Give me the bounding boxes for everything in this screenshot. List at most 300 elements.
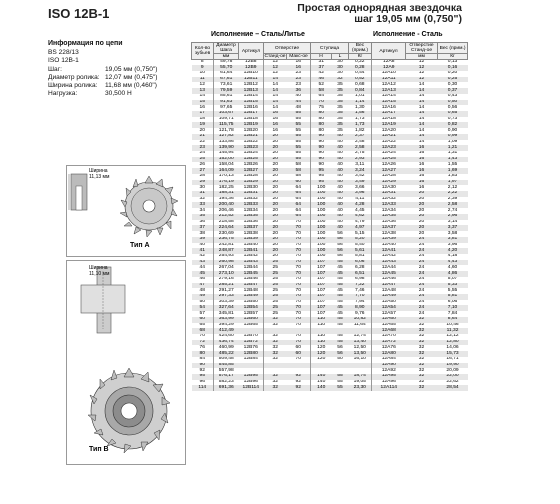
table-cell: 70 <box>295 356 301 362</box>
table-cell: 33 <box>192 202 214 208</box>
table-cell: 36 <box>287 88 311 94</box>
table-cell: 170,13 <box>214 174 239 180</box>
col-article-2: Артикул <box>372 43 406 60</box>
table-cell: 25 <box>264 260 287 266</box>
table-cell: 24 <box>418 242 425 247</box>
table-cell: 4,79 <box>355 219 365 225</box>
col-article: Артикул <box>239 43 264 60</box>
pitch-label: Шаг: <box>48 65 62 73</box>
table-cell: 3,66 <box>355 185 365 190</box>
table-cell: 25 <box>264 288 287 294</box>
table-cell: 24 <box>406 294 438 300</box>
table-cell: 28 <box>199 173 205 179</box>
table-cell: 70 <box>287 248 311 254</box>
table-cell: 12А23 <box>372 145 406 151</box>
table-cell: 80 <box>311 111 332 117</box>
roller-label: Диаметр ролика: <box>48 73 100 81</box>
table-cell: 242,81 <box>214 243 239 249</box>
table-cell: 80 <box>192 351 214 357</box>
document-title <box>297 3 462 25</box>
table-cell: 65 <box>199 322 205 328</box>
table-cell: 32 <box>264 317 287 323</box>
table-cell: 45 <box>332 305 349 311</box>
table-cell: 14 <box>406 100 438 106</box>
table-cell: 40 <box>337 173 343 179</box>
table-cell: 12А90 <box>372 363 406 369</box>
table-cell: 12А70 <box>372 334 406 340</box>
table-cell: 2,48 <box>355 139 365 145</box>
table-cell: 2,96 <box>438 214 468 220</box>
table-cell: 545,85 <box>214 363 239 369</box>
table-cell: 40 <box>332 168 349 174</box>
table-cell: 12А8 <box>372 60 406 66</box>
table-cell: 412,49 <box>214 328 239 334</box>
table-cell: 12В15 <box>239 100 264 106</box>
table-cell: 12В76 <box>243 345 258 350</box>
table-cell: 19,90 <box>438 363 468 369</box>
table-cell: 12,12 <box>446 334 459 339</box>
table-cell: 70 <box>295 299 301 305</box>
table-cell: 12В27 <box>239 168 264 174</box>
table-cell: 4,86 <box>438 271 468 277</box>
table-cell: 1,56 <box>349 111 372 117</box>
table-cell: 0,13 <box>447 59 458 65</box>
table-cell: 12В39 <box>239 237 264 243</box>
col-weight: Вес (прим.) <box>349 43 372 54</box>
table-cell: 68 <box>192 328 214 334</box>
table-cell: 20 <box>418 196 425 202</box>
table-cell: 20 <box>264 185 287 191</box>
table-cell: 12В30 <box>243 185 258 190</box>
table-cell: 107 <box>311 271 332 277</box>
table-cell: 110 <box>311 317 332 323</box>
table-cell: 12В29 <box>239 180 264 186</box>
table-cell: 0,84 <box>349 88 372 94</box>
table-cell: 1,55 <box>447 162 458 167</box>
table-cell: 14 <box>264 82 287 88</box>
table-cell: 56 <box>332 351 349 357</box>
table-cell: 60 <box>287 351 311 357</box>
table-cell: 12В10 <box>243 70 258 76</box>
table-cell: 16 <box>264 122 287 128</box>
table-row <box>192 385 468 391</box>
table-cell: 3,11 <box>355 162 365 167</box>
table-cell: 100 <box>311 248 332 254</box>
table-cell: 12А60 <box>372 317 406 323</box>
table-cell: 19 <box>192 122 214 128</box>
table-cell: 42 <box>311 71 332 77</box>
table-cell: 56 <box>337 242 343 247</box>
table-cell: 12В18 <box>243 116 258 122</box>
table-cell: 12В9 <box>239 65 264 71</box>
table-cell: 73,61 <box>214 82 239 88</box>
table-cell: 5,33 <box>438 283 468 289</box>
table-cell: 200,40 <box>214 202 239 208</box>
table-cell: 95 <box>192 374 214 380</box>
table-cell: 26 <box>199 162 205 167</box>
table-cell: 24 <box>406 260 438 266</box>
table-cell: 97,65 <box>214 105 239 111</box>
table-cell: 1,83 <box>447 173 458 179</box>
table-cell: 212,52 <box>214 214 239 220</box>
table-cell: 22,00 <box>438 374 468 380</box>
table-cell: 32 <box>418 345 425 350</box>
table-cell: 4,11 <box>355 196 365 202</box>
table-cell: 12А31 <box>372 191 406 197</box>
table-cell: 35 <box>192 214 214 220</box>
table-cell: 14 <box>418 116 425 122</box>
table-cell: 70 <box>295 322 301 328</box>
table-cell: 61,64 <box>214 71 239 77</box>
table-cell: 25 <box>192 157 214 163</box>
table-cell: 2,58 <box>349 145 372 151</box>
table-cell: 100 <box>311 243 332 249</box>
table-cell: 30 <box>199 185 205 190</box>
table-cell: 424,60 <box>214 334 239 340</box>
table-cell: 32 <box>406 374 438 380</box>
table-cell: 12В42 <box>243 253 258 259</box>
table-cell: 24 <box>199 151 205 156</box>
table-cell: 14 <box>264 94 287 100</box>
table-cell: 0,37 <box>438 88 468 94</box>
table-cell: 0,65 <box>438 111 468 117</box>
table-cell: 303,39 <box>214 300 239 306</box>
table-cell: 20 <box>264 157 287 163</box>
table-cell: 20 <box>264 162 287 168</box>
dim-width-value-a: 11,13 мм <box>89 174 110 180</box>
table-cell: 70 <box>287 237 311 243</box>
table-cell: 20 <box>264 231 287 237</box>
table-cell: 58 <box>295 162 301 167</box>
table-cell: 20 <box>264 225 287 231</box>
table-cell: 32 <box>418 356 425 362</box>
table-cell: 12В19 <box>239 122 264 128</box>
table-cell: 14 <box>199 93 205 99</box>
table-cell: 64 <box>287 202 311 208</box>
table-cell: 58 <box>295 173 301 179</box>
table-cell: 32 <box>264 340 287 346</box>
table-cell: 20 <box>264 191 287 197</box>
header-row-1 <box>192 43 468 54</box>
table-cell: 12В35 <box>239 214 264 220</box>
table-cell: 110 <box>311 340 332 346</box>
table-cell: 8 <box>200 59 204 65</box>
table-cell: 16 <box>264 128 287 134</box>
table-cell: 45 <box>337 276 343 282</box>
table-cell: 70 <box>295 253 301 259</box>
table-cell: 23 <box>192 145 214 151</box>
table-cell: 75 <box>311 105 332 111</box>
table-cell: 12 <box>418 70 425 76</box>
table-cell: 12В34 <box>243 208 258 213</box>
chain-width-row <box>48 82 193 90</box>
table-cell: 15,73 <box>438 351 468 357</box>
table-cell: 188,31 <box>214 191 239 197</box>
table-cell: 31 <box>192 191 214 197</box>
table-cell: 7,70 <box>349 294 372 300</box>
table-cell: 107 <box>311 305 332 311</box>
table-cell: 70 <box>295 242 301 247</box>
table-cell: 0,20 <box>447 70 458 76</box>
sprocket-type-b-drawing <box>67 261 187 466</box>
table-cell: 12А27 <box>372 168 406 174</box>
table-cell: 10,46 <box>446 322 459 328</box>
table-cell: 32 <box>418 379 425 385</box>
table-cell: 32 <box>418 322 425 328</box>
table-cell: 70 <box>287 225 311 231</box>
table-cell: 45 <box>337 265 343 270</box>
table-cell: 14 <box>406 122 438 128</box>
table-cell: 2,93 <box>349 157 372 163</box>
table-cell: 70 <box>311 100 332 106</box>
table-cell: 7,46 <box>355 288 365 293</box>
table-cell: 35 <box>337 116 343 122</box>
table-cell: 12А19 <box>372 122 406 128</box>
table-cell: 12А14 <box>372 94 406 100</box>
table-cell: 8,90 <box>349 305 372 311</box>
table-cell: 32 <box>264 345 287 351</box>
table-cell: 35 <box>332 100 349 106</box>
table-cell: 4,97 <box>349 225 372 231</box>
table-cell: 12,50 <box>353 345 366 350</box>
table-cell: 12А15 <box>372 100 406 106</box>
table-cell: 4,20 <box>438 248 468 254</box>
table-cell: 1,73 <box>349 122 372 128</box>
table-cell: 152,00 <box>214 157 239 163</box>
table-cell: 145,94 <box>214 151 239 157</box>
table-cell: 19,05 <box>353 379 366 385</box>
table-cell: 140 <box>311 374 332 380</box>
load-label: Нагрузка: <box>48 90 78 98</box>
table-cell: 12В13 <box>239 88 264 94</box>
table-cell: 11,64 <box>353 322 366 328</box>
table-cell: 120 <box>311 351 332 357</box>
table-cell: 40 <box>332 134 349 140</box>
table-group-titles <box>191 31 467 42</box>
table-cell: 291,27 <box>214 288 239 294</box>
table-cell: 40 <box>332 157 349 163</box>
table-cell: 32 <box>264 385 287 391</box>
table-cell: 12А49 <box>372 294 406 300</box>
table-cell: 76 <box>199 345 205 350</box>
table-cell: 57 <box>199 311 205 316</box>
col-weight-2: Вес (прим.) <box>438 43 468 54</box>
table-cell: 38 <box>199 231 205 236</box>
table-cell: 107 <box>311 288 332 294</box>
table-cell: 260,98 <box>214 260 239 266</box>
table-cell: 12А33 <box>372 202 406 208</box>
table-cell: 140 <box>311 385 332 391</box>
table-cell: 8,64 <box>438 317 468 323</box>
table-cell: 576,17 <box>214 374 239 380</box>
table-cell: 4,18 <box>447 253 458 259</box>
table-cell: 20 <box>406 225 438 231</box>
table-cell: 14 <box>406 111 438 117</box>
table-cell: 35 <box>337 93 343 99</box>
table-cell: 1,21 <box>438 145 468 151</box>
table-cell: 12А54 <box>372 305 406 311</box>
table-cell: 56 <box>337 345 343 350</box>
table-cell: 40 <box>337 196 343 202</box>
table-cell: 9 <box>192 65 214 71</box>
table-cell: 3,81 <box>438 237 468 243</box>
dim-width-label-a: Ширина <box>89 168 108 174</box>
table-cell: 14 <box>264 88 287 94</box>
table-cell: 46 <box>311 77 332 83</box>
table-cell: 14 <box>418 93 425 99</box>
table-cell: 12А28 <box>372 174 406 180</box>
table-cell: 32 <box>418 334 425 339</box>
table-cell: 164,09 <box>214 168 239 174</box>
table-cell: 25 <box>264 265 287 271</box>
table-cell: 70 <box>295 231 301 236</box>
table-cell: 12А10 <box>372 71 406 77</box>
table-cell: 2,75 <box>355 151 365 156</box>
table-cell: 12А21 <box>372 134 406 140</box>
table-cell: 3,14 <box>447 219 458 225</box>
table-cell: 92 <box>199 368 205 373</box>
table-cell: 0,52 <box>349 77 372 83</box>
table-cell: 70 <box>287 260 311 266</box>
table-cell: 100 <box>311 237 332 243</box>
table-cell: 55 <box>287 111 311 117</box>
table-cell: 12В22 <box>243 139 258 145</box>
table-cell: 2,37 <box>349 134 372 140</box>
table-cell: 12В44 <box>243 265 258 270</box>
table-cell: 45 <box>337 311 343 316</box>
table-cell: 60 <box>295 345 301 350</box>
table-cell: 5,07 <box>447 276 458 282</box>
table-cell: 90 <box>311 162 332 168</box>
table-cell: 55,70 <box>214 65 239 71</box>
table-cell: 345,81 <box>214 311 239 317</box>
table-cell: 12А44 <box>372 265 406 271</box>
table-cell: 3,24 <box>349 168 372 174</box>
table-cell: 32 <box>264 334 287 340</box>
table-cell: 13,40 <box>349 340 372 346</box>
table-cell: 20 <box>264 180 287 186</box>
table-cell: 12А72 <box>372 340 406 346</box>
table-cell: 20 <box>264 243 287 249</box>
table-cell: 2,74 <box>447 208 458 213</box>
table-cell: 120 <box>311 357 332 363</box>
table-cell: 12В38 <box>243 231 258 236</box>
chain-roller-row <box>48 74 193 82</box>
table-cell: 12А17 <box>372 111 406 117</box>
table-cell: 12В28 <box>243 173 258 179</box>
table-cell: 100 <box>311 225 332 231</box>
table-cell: 139,90 <box>214 145 239 151</box>
table-cell: 31 <box>311 60 332 66</box>
table-cell: 32 <box>406 328 438 334</box>
table-cell: 16 <box>418 162 425 167</box>
table-cell: 20 <box>264 145 287 151</box>
table-cell: 12А39 <box>372 237 406 243</box>
table-cell: 0,99 <box>438 134 468 140</box>
table-cell: 100 <box>311 208 332 214</box>
table-cell: 12В47 <box>239 283 264 289</box>
table-cell: 0,25 <box>438 77 468 83</box>
table-cell: 12В114 <box>239 385 264 391</box>
table-cell: 12В50 <box>243 299 258 305</box>
table-cell: 582,23 <box>214 380 239 386</box>
table-cell: 70 <box>287 271 311 277</box>
table-cell: 24 <box>418 253 425 259</box>
table-cell: 12А26 <box>372 162 406 168</box>
table-cell: 54 <box>192 305 214 311</box>
table-cell: 45 <box>337 322 343 328</box>
table-cell: 12А35 <box>372 214 406 220</box>
col-hub: Ступица <box>311 43 349 54</box>
table-cell: 95 <box>311 180 332 186</box>
table-cell: 6,06 <box>349 260 372 266</box>
table-cell: 12В54 <box>239 305 264 311</box>
table-cell: 12В23 <box>239 145 264 151</box>
table-cell: 70 <box>295 334 301 339</box>
table-cell: 40 <box>337 151 343 156</box>
table-cell: 12А95 <box>372 374 406 380</box>
table-cell: 64 <box>287 214 311 220</box>
table-cell: 24 <box>418 311 425 316</box>
table-cell: 230,69 <box>214 231 239 237</box>
table-cell: 35 <box>332 111 349 117</box>
table-cell: 6,98 <box>355 276 365 282</box>
chain-load-row <box>48 90 193 98</box>
table-cell: 92 <box>295 379 301 385</box>
table-cell: 25 <box>264 277 287 283</box>
table-cell: 84 <box>199 356 205 362</box>
table-cell: 107 <box>311 277 332 283</box>
table-cell: 1,31 <box>447 151 458 156</box>
table-cell: 218,58 <box>214 220 239 226</box>
table-cell: 12В40 <box>243 242 258 247</box>
table-cell: 20 <box>406 214 438 220</box>
table-cell: 2,58 <box>438 202 468 208</box>
table-cell: 91,63 <box>214 100 239 106</box>
table-cell: 9,76 <box>355 311 365 316</box>
table-cell: 27 <box>192 168 214 174</box>
chain-pitch-row <box>48 66 193 74</box>
table-cell: 41 <box>192 248 214 254</box>
table-cell: 100 <box>311 197 332 203</box>
table-cell: 55 <box>332 374 349 380</box>
table-cell: 70 <box>287 294 311 300</box>
table-cell: 32 <box>264 374 287 380</box>
table-cell: 20 <box>264 214 287 220</box>
table-cell: 47 <box>192 283 214 289</box>
table-cell: 485,22 <box>214 351 239 357</box>
roller-value: 12,07 мм (0,475") <box>105 73 158 81</box>
table-cell: 22,62 <box>446 379 459 385</box>
table-cell: 64 <box>295 208 301 213</box>
table-cell: 12В84 <box>243 356 258 362</box>
table-cell: 70 <box>295 219 301 225</box>
table-cell: 279,16 <box>214 277 239 283</box>
table-cell: 40 <box>337 139 343 145</box>
table-cell: 45 <box>337 288 343 293</box>
table-cell: 24 <box>418 288 425 293</box>
table-cell: 0,82 <box>438 122 468 128</box>
table-cell: 12А47 <box>372 283 406 289</box>
table-cell: 509,48 <box>214 357 239 363</box>
table-cell: 16 <box>406 157 438 163</box>
table-cell: 52 <box>311 82 332 88</box>
table-cell: 1,30 <box>355 105 365 110</box>
table-cell: 100 <box>311 191 332 197</box>
table-cell: 20 <box>264 134 287 140</box>
table-cell: 30 <box>332 65 349 71</box>
table-cell: 363,99 <box>214 317 239 323</box>
